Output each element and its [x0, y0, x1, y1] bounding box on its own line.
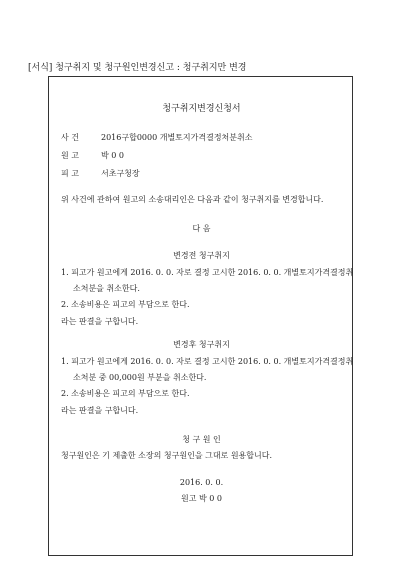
before-closing: 라는 판결을 구합니다.: [61, 317, 139, 326]
signer: 원고 박 0 0: [181, 494, 222, 503]
after-item1-line1: 1. 피고가 원고에게 2016. 0. 0. 자로 결정 고시한 2016. 0. 0. 개별토지가격결정취: [61, 357, 354, 366]
document-title: 청구취지변경신청서: [162, 104, 241, 114]
document-frame: [48, 76, 353, 556]
before-item2: 2. 소송비용은 피고의 부담으로 한다.: [61, 300, 190, 309]
next-heading: 다 음: [192, 224, 211, 233]
form-header: [서식] 청구취지 및 청구원인변경신고 : 청구취지만 변경: [28, 63, 247, 73]
case-value: 2016구합0000 개별토지가격결정처분취소: [101, 133, 253, 142]
before-heading: 변경전 청구취지: [173, 251, 230, 260]
plaintiff-value: 박 0 0: [101, 151, 124, 160]
after-closing: 라는 판결을 구합니다.: [61, 406, 139, 415]
after-item2: 2. 소송비용은 피고의 부담으로 한다.: [61, 389, 190, 398]
cause-heading: 청 구 원 인: [182, 435, 221, 444]
defendant-label: 피 고: [61, 169, 79, 178]
before-item1-line2: 소처분을 취소한다.: [73, 284, 140, 293]
intro-text: 위 사건에 관하여 원고의 소송대리인은 다음과 같이 청구취지를 변경합니다.: [61, 195, 324, 204]
defendant-value: 서초구청장: [101, 169, 140, 178]
case-label: 사 건: [61, 133, 79, 142]
plaintiff-label: 원 고: [61, 151, 79, 160]
cause-text: 청구원인은 기 제출한 소장의 청구원인을 그대로 원용합니다.: [61, 451, 272, 460]
after-item1-line2: 소처분 중 00,000원 부분을 취소한다.: [73, 373, 207, 382]
after-heading: 변경후 청구취지: [173, 340, 230, 349]
before-item1-line1: 1. 피고가 원고에게 2016. 0. 0. 자로 결정 고시한 2016. 0. 0. 개별토지가격결정취: [61, 268, 354, 277]
document-date: 2016. 0. 0.: [179, 478, 224, 487]
